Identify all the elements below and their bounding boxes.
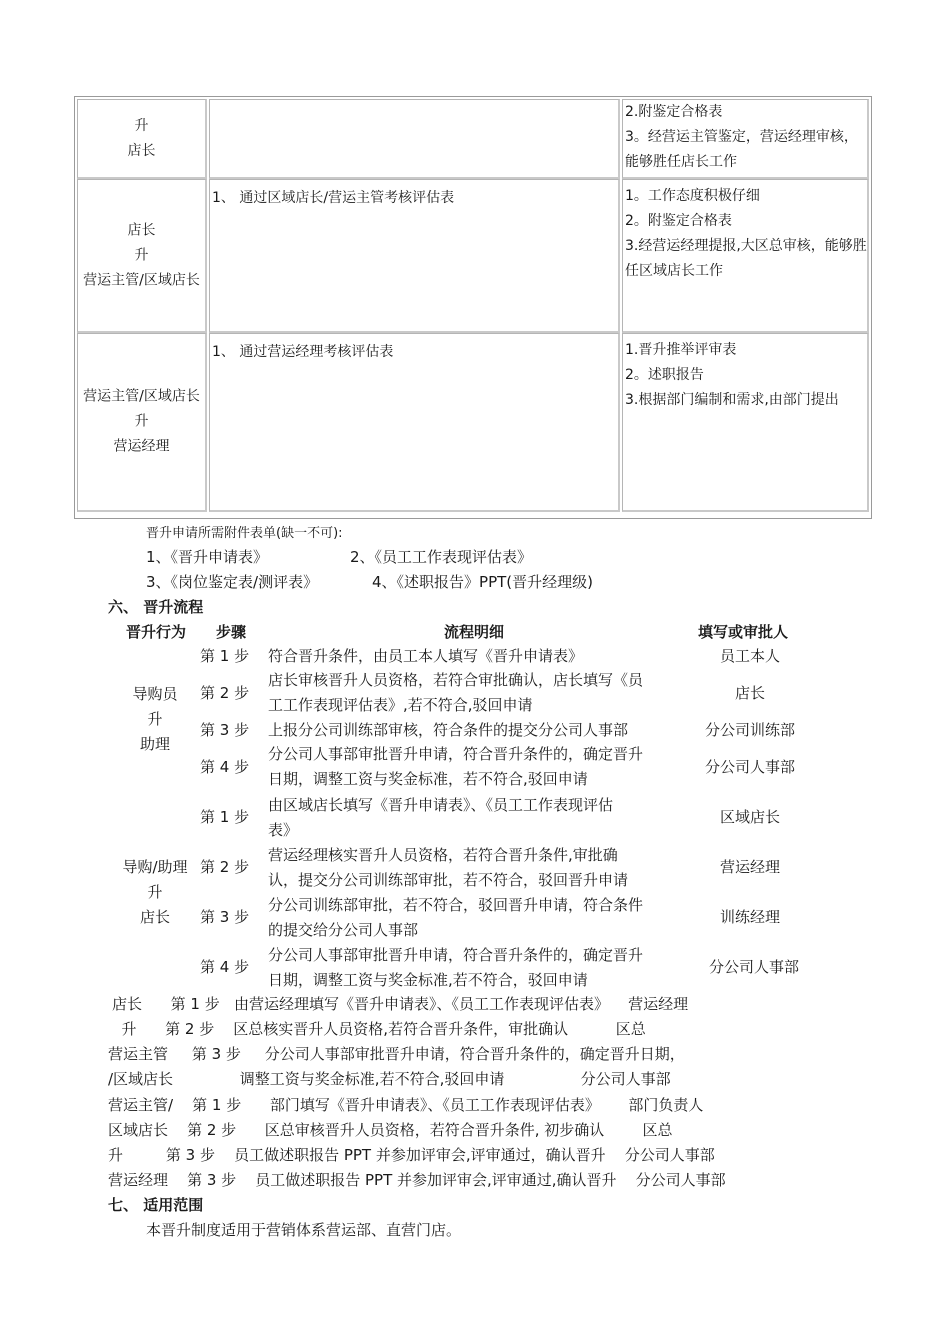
detail-line: 日期，调整工资与奖金标准,若不符合，驳回申请 (268, 971, 588, 989)
flow-line: 升 第 2 步 区总核实晋升人员资格,若符合晋升条件，审批确认 区总 (112, 1020, 646, 1038)
detail-line: 表》 (268, 821, 299, 839)
step-detail: 上报分公司训练部审核，符合条件的提交分公司人事部 (268, 721, 629, 739)
detail-line: 由区域店长填写《晋升申请表》、《员工工作表现评估 (268, 796, 614, 814)
role-line: 营运主管/区域店长 (83, 388, 200, 405)
condition-line: 1、 通过营运经理考核评估表 (212, 344, 394, 360)
promotion-role (108, 855, 202, 930)
role-line: 店长 (127, 222, 156, 238)
step-approver: 店长 (734, 684, 765, 702)
column-header: 流程明细 (444, 623, 505, 641)
column-header: 晋升行为 (126, 623, 187, 641)
role-cell (77, 333, 207, 512)
step-approver: 营运经理 (719, 858, 780, 876)
detail-line: 工工作表现评估表》,若不符合,驳回申请 (268, 696, 533, 714)
detail-line: 日期，调整工资与奖金标准，若不符合,驳回申请 (268, 770, 588, 788)
requirement-line: 3.根据部门编制和需求,由部门提出 (625, 392, 839, 408)
requirement-line: 2。附鉴定合格表 (625, 213, 732, 229)
detail-line: 店长审核晋升人员资格，若符合审批确认，店长填写《员 (268, 671, 644, 689)
step-detail (268, 742, 643, 792)
requirement-line: 3。经营运主管鉴定，营运经理审核， (625, 129, 858, 145)
step-approver: 分公司训练部 (704, 721, 795, 739)
role-line: 店长 (127, 142, 156, 159)
flow-line: 区域店长 第 2 步 区总审核晋升人员资格，若符合晋升条件, 初步确认 区总 (108, 1121, 673, 1139)
role-line: 导购员 (132, 685, 178, 703)
detail-line: 认，提交分公司训练部审批，若不符合，驳回晋升申请 (268, 871, 629, 889)
flow-line: 营运经理 第 3 步 员工做述职报告 PPT 并参加评审会,评审通过,确认晋升 分公司人事部 (108, 1171, 726, 1189)
step-detail (268, 668, 643, 718)
requirement-line: 能够胜任店长工作 (625, 154, 737, 170)
requirement-line: 1.晋升推举评审表 (625, 342, 737, 358)
step-approver: 训练经理 (719, 908, 780, 926)
step-label: 第 4 步 (200, 958, 250, 976)
conditions-cell (209, 333, 620, 512)
attachment-item: 3、《岗位鉴定表/测评表》 (146, 573, 319, 591)
step-label: 第 4 步 (200, 758, 250, 776)
role-line: 升 (147, 883, 163, 901)
table-row (77, 99, 869, 179)
step-detail: 符合晋升条件，由员工本人填写《晋升申请表》 (268, 647, 584, 665)
requirement-line: 3.经营运经理提报,大区总审核，能够胜 (625, 238, 867, 254)
step-approver: 区域店长 (719, 808, 780, 826)
step-label: 第 2 步 (200, 858, 250, 876)
flow-line: 营运主管 第 3 步 分公司人事部审批晋升申请，符合晋升条件的，确定晋升日期， (108, 1045, 685, 1063)
requirements-cell (622, 99, 869, 179)
detail-line: 营运经理核实晋升人员资格，若符合晋升条件,审批确 (268, 846, 618, 864)
requirement-line: 2.附鉴定合格表 (625, 104, 723, 120)
role-line: 营运主管/区域店长 (83, 272, 200, 288)
step-approver: 员工本人 (719, 647, 780, 665)
role-cell (77, 179, 207, 333)
column-header: 填写或审批人 (698, 623, 789, 641)
step-label: 第 1 步 (200, 808, 250, 826)
condition-line: 1、 通过区域店长/营运主管考核评估表 (212, 190, 455, 206)
table-row (77, 333, 869, 512)
attachment-item: 1、《晋升申请表》 (146, 548, 269, 566)
requirements-cell (622, 333, 869, 512)
role-cell (77, 99, 207, 179)
step-detail (268, 943, 643, 993)
requirement-line: 2。述职报告 (625, 367, 704, 383)
step-detail (268, 893, 643, 943)
section-body: 本晋升制度适用于营销体系营运部、直营门店。 (146, 1221, 462, 1239)
role-line: 营运经理 (113, 438, 170, 455)
flow-line: 营运主管/ 第 1 步 部门填写《晋升申请表》、《员工工作表现评估表》 部门负责人 (108, 1096, 704, 1114)
flow-line: /区域店长 调整工资与奖金标准,若不符合,驳回申请 分公司人事部 (108, 1070, 671, 1088)
promotion-role (108, 682, 202, 757)
role-line: 店长 (139, 908, 170, 926)
promotion-requirements-table (74, 96, 872, 519)
step-approver: 分公司人事部 (704, 758, 795, 776)
table-row (77, 179, 869, 333)
attachment-item: 2、《员工工作表现评估表》 (350, 548, 533, 566)
section-title: 六、 晋升流程 (108, 598, 204, 616)
attachment-item: 4、《述职报告》PPT(晋升经理级) (372, 573, 594, 591)
flow-line: 升 第 3 步 员工做述职报告 PPT 并参加评审会,评审通过，确认晋升 分公司人事部 (108, 1146, 715, 1164)
role-line: 升 (147, 710, 163, 728)
role-line: 升 (134, 247, 149, 263)
detail-line: 分公司人事部审批晋升申请，符合晋升条件的，确定晋升 (268, 946, 644, 964)
role-line: 助理 (139, 735, 170, 753)
step-detail (268, 793, 613, 843)
step-label: 第 3 步 (200, 721, 250, 739)
role-line: 升 (134, 117, 149, 134)
flow-line: 店长 第 1 步 由营运经理填写《晋升申请表》、《员工工作表现评估表》 营运经理 (112, 995, 689, 1013)
step-detail (268, 843, 628, 893)
step-label: 第 1 步 (200, 647, 250, 665)
conditions-cell (209, 179, 620, 333)
requirements-cell (622, 179, 869, 333)
role-line: 导购/助理 (122, 858, 188, 876)
detail-line: 分公司训练部审批，若不符合，驳回晋升申请，符合条件 (268, 896, 644, 914)
detail-line: 的提交给分公司人事部 (268, 921, 419, 939)
requirement-line: 1。工作态度积极仔细 (625, 188, 760, 204)
role-line: 升 (134, 413, 149, 430)
step-label: 第 2 步 (200, 684, 250, 702)
detail-line: 分公司人事部审批晋升申请，符合晋升条件的，确定晋升 (268, 745, 644, 763)
step-approver: 分公司人事部 (708, 958, 799, 976)
attachments-intro: 晋升申请所需附件表单(缺一不可): (146, 526, 343, 541)
step-label: 第 3 步 (200, 908, 250, 926)
column-header: 步骤 (216, 623, 247, 641)
section-title: 七、 适用范围 (108, 1196, 204, 1214)
conditions-cell (209, 99, 620, 179)
requirement-line: 任区域店长工作 (625, 263, 723, 279)
